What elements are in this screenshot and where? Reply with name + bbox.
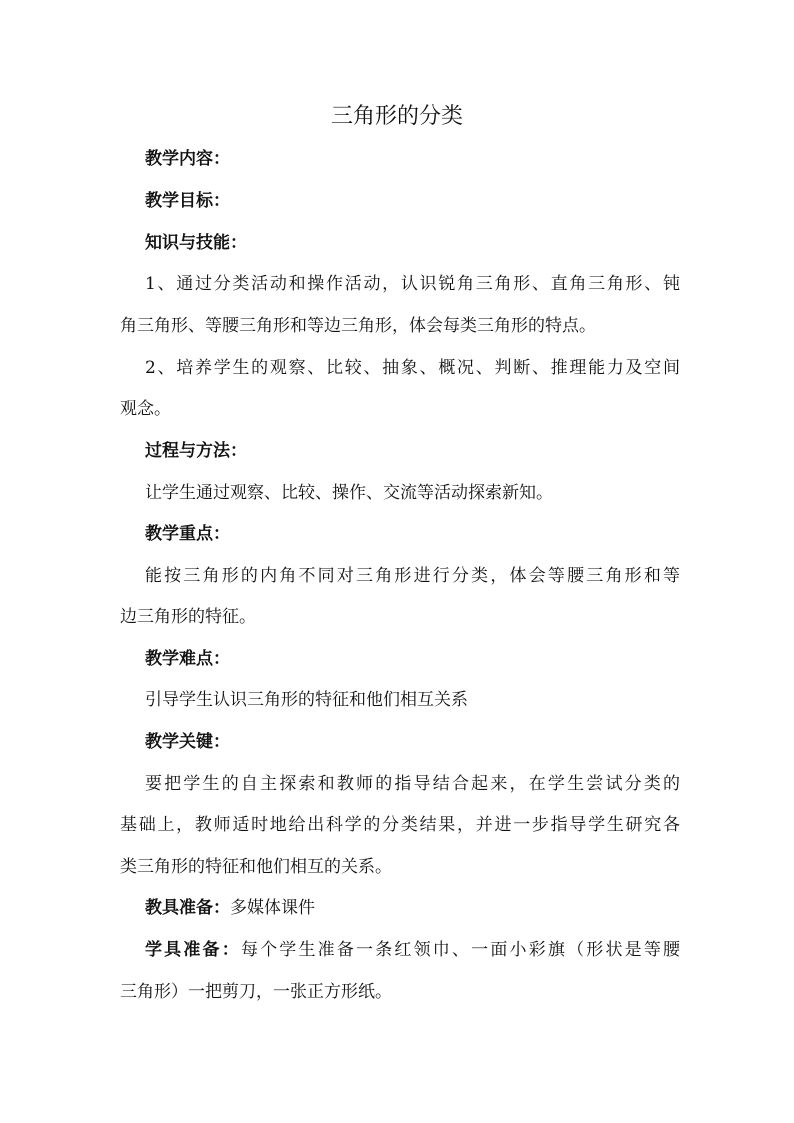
process-methods-label: 过程与方法： [145, 441, 247, 461]
knowledge-item-2-line-1: 2、培养学生的观察、比较、抽象、概况、判断、推理能力及空间 [145, 358, 680, 378]
teaching-keypoint-line-1: 能按三角形的内角不同对三角形进行分类，体会等腰三角形和等 [145, 566, 680, 586]
teaching-tools-label: 教具准备： [145, 898, 230, 918]
student-tools-line-2: 三角形）一把剪刀，一张正方形纸。 [120, 982, 392, 1002]
teaching-tools-text: 多媒体课件 [230, 898, 315, 918]
knowledge-skills-label: 知识与技能： [145, 233, 247, 253]
student-tools-label: 学具准备： [145, 940, 241, 960]
student-tools-row [145, 937, 680, 963]
teaching-key-line-3: 类三角形的特征和他们相互的关系。 [120, 857, 392, 877]
knowledge-item-1-line-2: 角三角形、等腰三角形和等边三角形，体会每类三角形的特点。 [120, 316, 596, 336]
teaching-difficulty-text: 引导学生认识三角形的特征和他们相互关系 [145, 690, 468, 710]
student-tools-line-1: 每个学生准备一条红领巾、一面小彩旗（形状是等腰 [240, 940, 681, 960]
teaching-key-line-1: 要把学生的自主探索和教师的指导结合起来，在学生尝试分类的 [145, 774, 680, 794]
teaching-content-label: 教学内容： [145, 149, 230, 169]
document-title: 三角形的分类 [330, 104, 463, 129]
knowledge-item-1-line-1: 1、通过分类活动和操作活动，认识锐角三角形、直角三角形、钝 [145, 274, 680, 294]
teaching-difficulty-label: 教学难点： [145, 649, 230, 669]
teaching-key-line-2: 基础上，教师适时地给出科学的分类结果，并进一步指导学生研究各 [120, 815, 680, 835]
process-methods-text: 让学生通过观察、比较、操作、交流等活动探索新知。 [145, 483, 553, 503]
teaching-goals-label: 教学目标： [145, 191, 230, 211]
teaching-tools-row [145, 895, 705, 921]
teaching-keypoint-line-2: 边三角形的特征。 [120, 607, 256, 627]
teaching-key-label: 教学关键： [145, 732, 230, 752]
teaching-keypoint-label: 教学重点： [145, 524, 230, 544]
knowledge-item-2-line-2: 观念。 [120, 399, 171, 419]
